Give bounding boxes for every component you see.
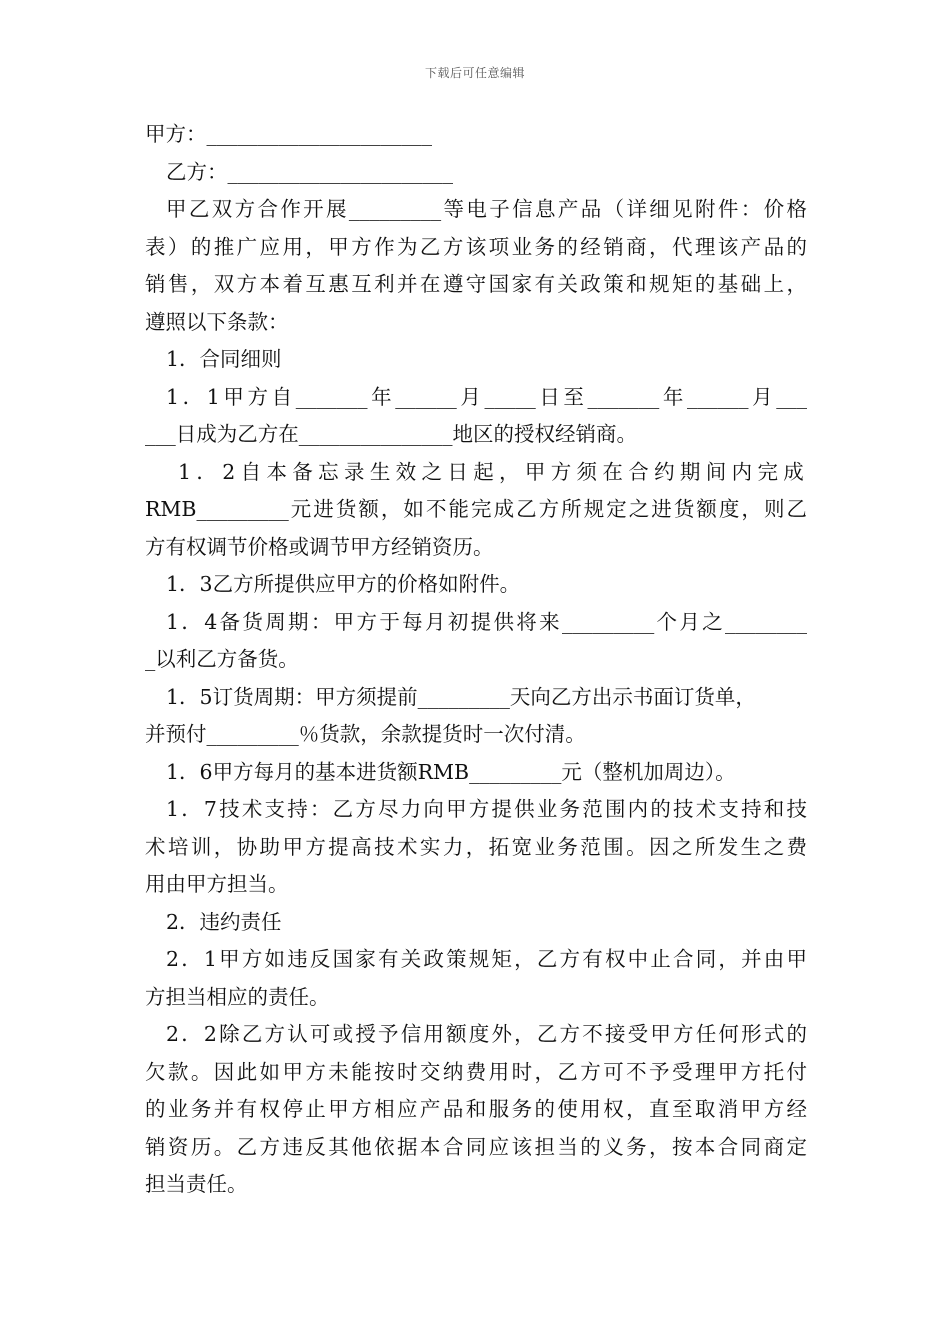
clause-1-1-line: ___日成为乙方在_______________地区的授权经销商。 xyxy=(145,422,637,446)
clause-2-2-line: 销资历。乙方违反其他依据本合同应该担当的义务，按本合同商定 xyxy=(145,1134,807,1159)
clause-2-2-line: 的业务并有权停止甲方相应产品和服务的使用权，直至取消甲方经 xyxy=(145,1097,807,1121)
clause-1-7-line: 用由甲方担当。 xyxy=(145,872,289,896)
party-a-line: 甲方：______________________ xyxy=(145,122,432,146)
clause-1-2-line: RMB_________元进货额，如不能完成乙方所规定之进货额度，则乙 xyxy=(145,497,807,521)
clause-1-1-line: 1．1甲方自_______年______月_____日至_______年______月___ xyxy=(166,384,807,409)
clause-2-2-line: 2．2除乙方认可或授予信用额度外，乙方不接受甲方任何形式的 xyxy=(166,1022,807,1046)
clause-2-2-line: 欠款。因此如甲方未能按时交纳费用时，乙方可不予受理甲方托付 xyxy=(145,1059,807,1084)
section-heading-breach-liability: 2．违约责任 xyxy=(166,909,282,934)
clause-2-2-line: 担当责任。 xyxy=(145,1172,248,1196)
clause-2-1-line: 方担当相应的责任。 xyxy=(145,984,330,1009)
contract-body xyxy=(145,116,807,1204)
intro-paragraph-line: 遵照以下条款： xyxy=(145,309,289,334)
intro-paragraph-line: 表）的推广应用，甲方作为乙方该项业务的经销商，代理该产品的 xyxy=(145,234,807,259)
clause-1-5-line: 1．5订货周期：甲方须提前_________天向乙方出示书面订货单， xyxy=(166,684,756,709)
clause-1-3-line: 1．3乙方所提供应甲方的价格如附件。 xyxy=(166,572,521,596)
clause-1-7-line: 术培训，协助甲方提高技术实力，拓宽业务范围。因之所发生之费 xyxy=(145,834,807,859)
clause-1-7-line: 1．7技术支持：乙方尽力向甲方提供业务范围内的技术支持和技 xyxy=(166,797,807,821)
section-heading-contract-details: 1．合同细则 xyxy=(166,347,282,371)
clause-1-6-line: 1．6甲方每月的基本进货额RMB_________元（整机加周边）。 xyxy=(166,759,736,784)
clause-1-4-line: _以利乙方备货。 xyxy=(145,647,299,671)
clause-1-5-line: 并预付_________％货款，余款提货时一次付清。 xyxy=(145,722,586,746)
intro-paragraph-line: 甲乙双方合作开展_________等电子信息产品（详细见附件：价格 xyxy=(166,197,807,221)
clause-2-1-line: 2．1甲方如违反国家有关政策规矩，乙方有权中止合同，并由甲 xyxy=(166,947,807,971)
clause-1-4-line: 1．4备货周期：甲方于每月初提供将来_________个月之________ xyxy=(166,609,807,634)
party-b-line: 乙方：______________________ xyxy=(166,159,453,184)
clause-1-2-line: 方有权调节价格或调节甲方经销资历。 xyxy=(145,534,494,559)
page-header-note: 下载后可任意编辑 xyxy=(424,66,525,80)
clause-1-2-line: 1．2自本备忘录生效之日起，甲方须在合约期间内完成 xyxy=(178,459,807,484)
intro-paragraph-line: 销售，双方本着互惠互利并在遵守国家有关政策和规矩的基础上， xyxy=(145,272,807,296)
